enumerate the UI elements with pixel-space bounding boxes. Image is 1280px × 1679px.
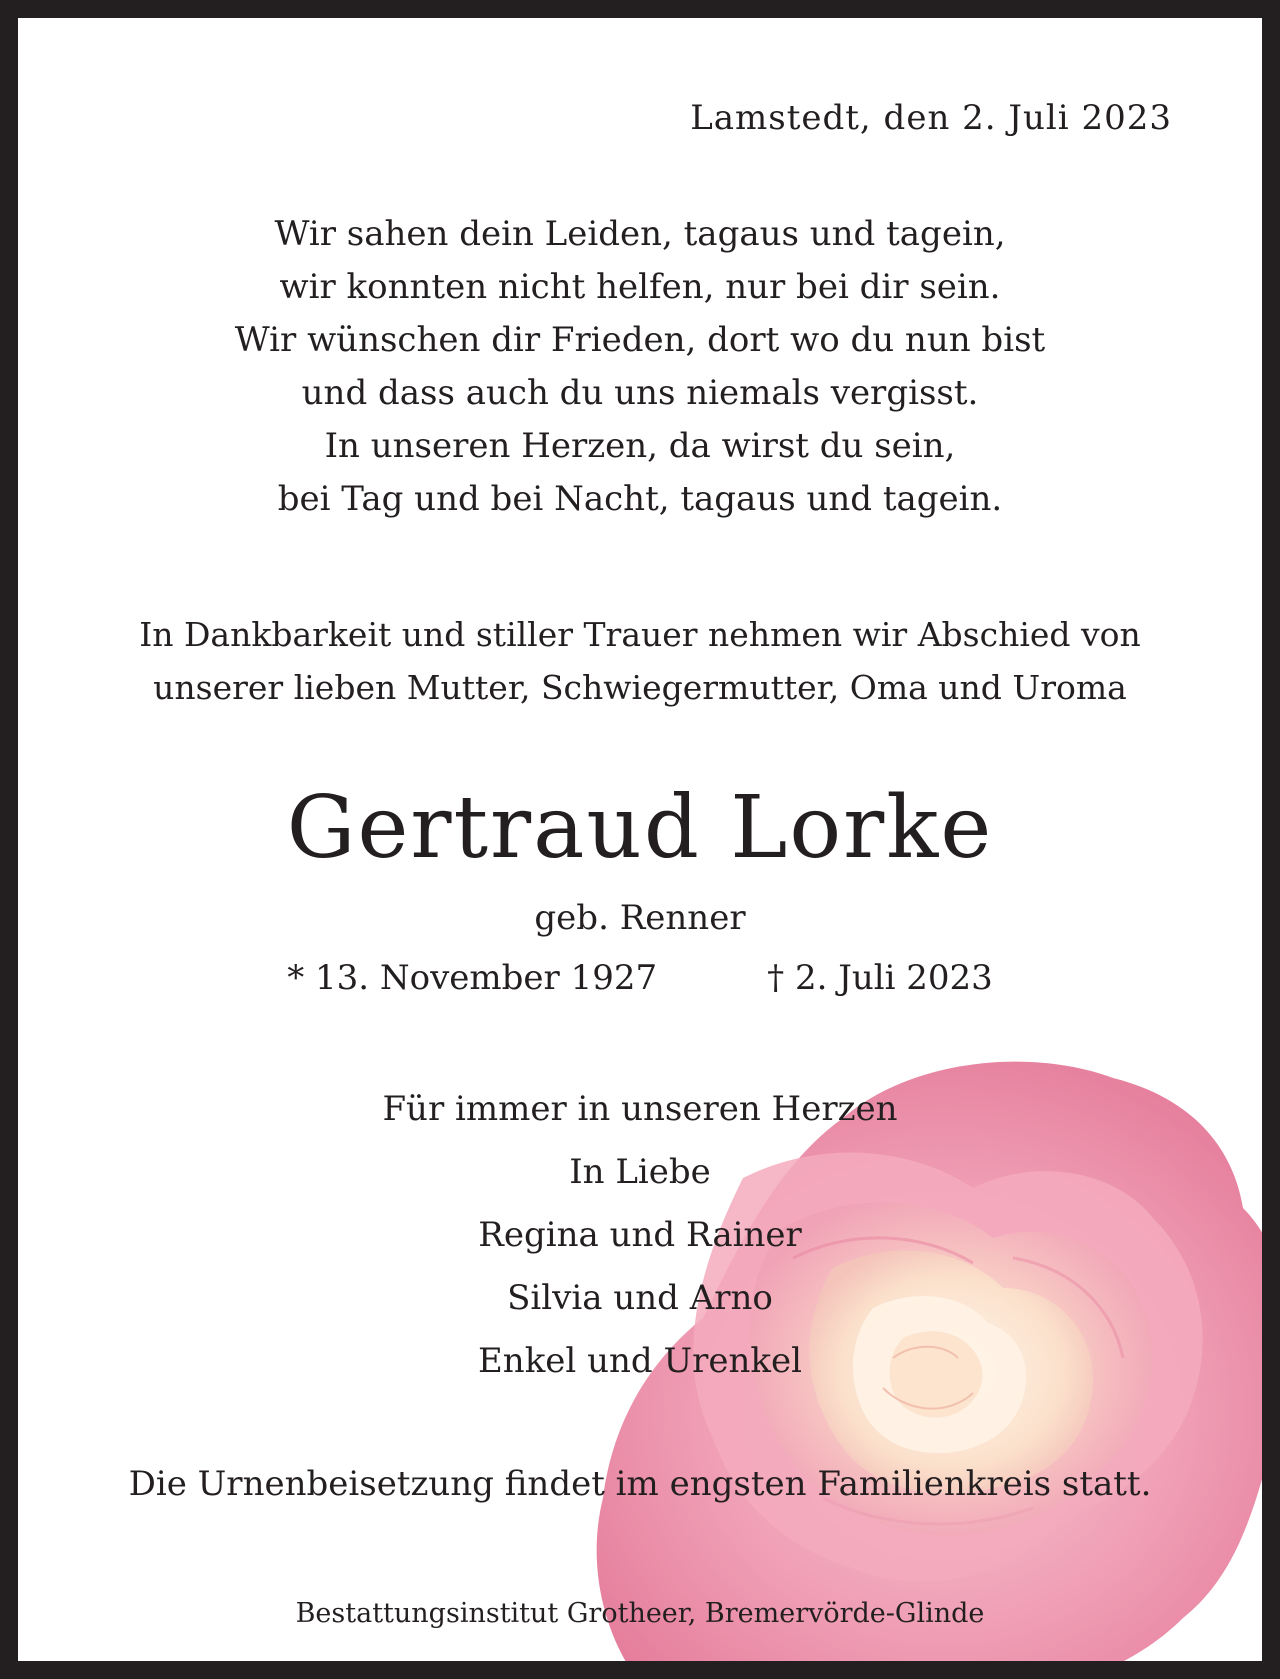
poem [18,208,1262,526]
birth-name: geb. Renner [534,898,746,938]
poem-line: wir konnten nicht helfen, nur bei dir sein. [279,267,1001,307]
mourners-line: Für immer in unseren Herzen [382,1089,898,1129]
death-date: † 2. Juli 2023 [767,958,993,998]
life-dates [18,958,1262,998]
mourners-line: Silvia und Arno [507,1278,773,1318]
mourners [18,1078,1262,1393]
poem-line: Wir wünschen dir Frieden, dort wo du nun bist [234,320,1046,360]
intro-line: unserer lieben Mutter, Schwiegermutter, Oma und Uroma [153,668,1127,707]
mourners-line: In Liebe [569,1152,711,1192]
deceased-name: Gertraud Lorke [286,778,994,878]
poem-line: In unseren Herzen, da wirst du sein, [324,426,956,466]
poem-line: und dass auch du uns niemals vergisst. [301,373,979,413]
funeral-home: Bestattungsinstitut Grotheer, Bremervörde-Glinde [295,1598,985,1629]
urn-burial-note: Die Urnenbeisetzung findet im engsten Familienkreis statt. [128,1464,1152,1504]
place-date: Lamstedt, den 2. Juli 2023 [690,98,1172,138]
poem-line: bei Tag und bei Nacht, tagaus und tagein. [277,479,1003,519]
intro-line: In Dankbarkeit und stiller Trauer nehmen wir Abschied von [139,615,1141,654]
mourners-line: Regina und Rainer [478,1215,802,1255]
mourners-line: Enkel und Urenkel [477,1341,802,1381]
farewell-intro [18,608,1262,714]
poem-line: Wir sahen dein Leiden, tagaus und tagein, [274,214,1006,254]
birth-date: * 13. November 1927 [287,958,658,998]
